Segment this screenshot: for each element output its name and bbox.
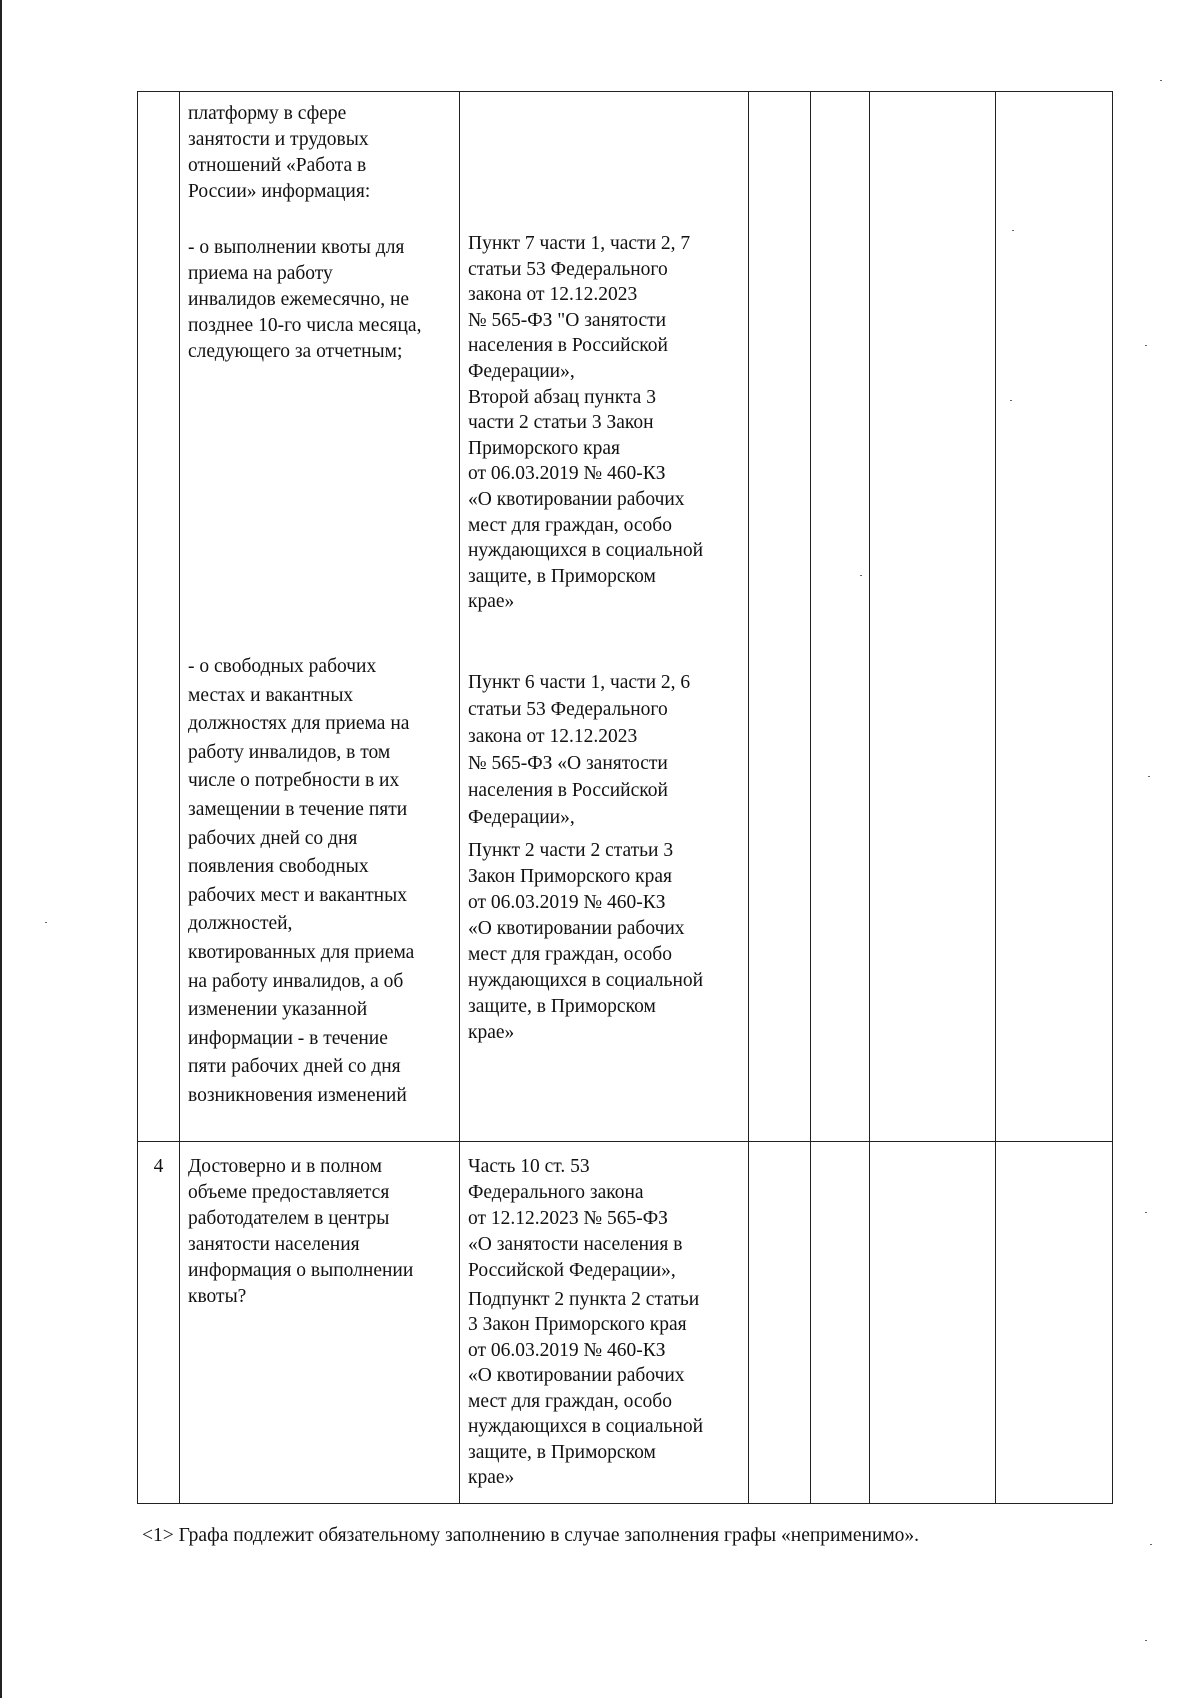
reference-cell xyxy=(460,1141,749,1503)
scan-speck xyxy=(1012,230,1014,231)
answer-yes-cell xyxy=(749,1141,811,1503)
question-text: Достоверно и в полном объеме предоставляется работодателем в центры занятости населения информация о выполнении квоты? xyxy=(188,1155,414,1307)
scan-speck xyxy=(1145,345,1147,346)
reference-federal: Часть 10 ст. 53 Федерального закона от 12.12.2023 № 565-ФЗ «О занятости населения в Российской Федерации», xyxy=(468,1155,683,1281)
scan-left-edge xyxy=(0,0,2,1698)
scan-speck xyxy=(1160,80,1162,81)
reference-regional: Подпункт 2 пункта 2 статьи 3 Закон Приморского края от 06.03.2019 № 460-КЗ «О квотировании рабочих мест для граждан, особо нуждающихся в социальной защите, в Приморском крае» xyxy=(468,1288,704,1489)
scan-speck xyxy=(45,922,47,923)
scan-speck xyxy=(860,575,862,576)
reference-vacancies-federal: Пункт 6 части 1, части 2, 6 статьи 53 Федерального закона от 12.12.2023 № 565-ФЗ «О занятости населения в Российской Федерации», xyxy=(468,672,691,828)
checklist-table xyxy=(137,91,1113,1504)
answer-no-cell xyxy=(811,1141,870,1503)
scan-speck xyxy=(1145,1640,1147,1641)
reference-quota: Пункт 7 части 1, части 2, 7 статьи 53 Федерального закона от 12.12.2023 № 565-ФЗ "О занятости населения в Российской Федерации», Второй абзац пункта 3 части 2 статьи 3 Закон Приморского края от 06.03.2019 № 460-КЗ «О квотировании рабочих мест для граждан, особо нуждающихся в социальной защите, в Приморском крае» xyxy=(468,233,704,613)
note-cell xyxy=(996,92,1113,1142)
scan-speck xyxy=(1145,1212,1147,1213)
row-number-cell xyxy=(138,92,180,1142)
note-cell xyxy=(996,1141,1113,1503)
answer-na-cell xyxy=(870,1141,996,1503)
scan-speck xyxy=(1148,776,1150,777)
answer-yes-cell xyxy=(749,92,811,1142)
table-row-4 xyxy=(138,1141,1113,1503)
reference-vacancies-regional: Пункт 2 части 2 статьи 3 Закон Приморского края от 06.03.2019 № 460-КЗ «О квотировании рабочих мест для граждан, особо нуждающихся в социальной защите, в Приморском крае» xyxy=(468,840,704,1043)
reference-cell xyxy=(460,92,749,1142)
question-item-quota: - о выполнении квоты для приема на работу инвалидов ежемесячно, не позднее 10-го числа месяца, следующего за отчетным; xyxy=(188,237,422,362)
row-number: 4 xyxy=(153,1155,164,1177)
footnote: <1> Графа подлежит обязательному заполнению в случае заполнения графы «неприменимо». xyxy=(142,1525,920,1546)
question-cell xyxy=(180,1141,460,1503)
answer-na-cell xyxy=(870,92,996,1142)
question-intro: платформу в сфере занятости и трудовых отношений «Работа в России» информация: xyxy=(188,103,371,202)
question-item-vacancies: - о свободных рабочих местах и вакантных должностях для приема на работу инвалидов, в том числе о потребности в их замещении в течение пяти рабочих дней со дня появления свободных рабочих мест и вакантных должностей, квотированных для приема на работу инвалидов, а об изменении указанной информации - в течение пяти рабочих дней со дня возникновения изменений xyxy=(188,656,415,1106)
answer-no-cell xyxy=(811,92,870,1142)
question-cell xyxy=(180,92,460,1142)
scan-speck xyxy=(1150,1544,1152,1545)
scan-speck xyxy=(1010,400,1012,401)
row-number-cell xyxy=(138,1141,180,1503)
table-row-continued xyxy=(138,92,1113,1142)
